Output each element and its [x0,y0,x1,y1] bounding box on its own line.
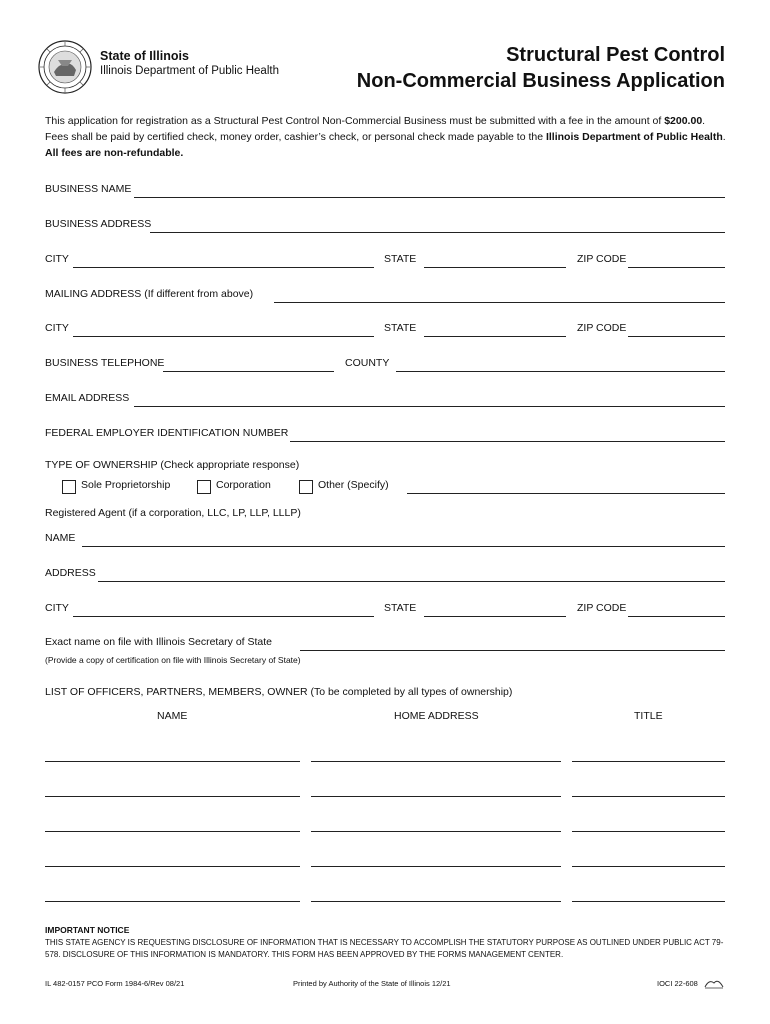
form-title-line1: Structural Pest Control [506,44,725,66]
other-specify-field[interactable] [407,493,725,494]
other-checkbox[interactable] [299,480,313,494]
mailing-zip-field[interactable] [628,336,725,337]
county-label: COUNTY [345,357,390,369]
officer-home-address-field[interactable] [311,796,561,797]
business-name-field[interactable] [134,197,725,198]
zip-label: ZIP CODE [577,253,627,265]
officer-title-field[interactable] [572,901,725,902]
agent-city-field[interactable] [73,616,374,617]
illinois-seal-icon [38,40,92,94]
agency-department: Illinois Department of Public Health [100,65,279,77]
officer-home-address-field[interactable] [311,866,561,867]
mailing-city-field[interactable] [73,336,374,337]
agent-name-label: NAME [45,532,76,544]
mailing-address-field[interactable] [274,302,725,303]
other-label: Other (Specify) [318,479,389,491]
state-field[interactable] [424,267,566,268]
fein-field[interactable] [290,441,725,442]
officer-name-field[interactable] [45,831,300,832]
officer-title-field[interactable] [572,761,725,762]
officer-title-field[interactable] [572,831,725,832]
agent-name-field[interactable] [82,546,725,547]
agent-zip-field[interactable] [628,616,725,617]
intro-text-3: . [722,131,726,143]
mailing-city-label: CITY [45,322,69,334]
union-bug-icon [704,976,724,994]
officers-heading: LIST OF OFFICERS, PARTNERS, MEMBERS, OWNER (To be completed by all types of ownership) [45,686,513,698]
email-field[interactable] [134,406,725,407]
sos-name-field[interactable] [300,650,725,651]
officer-home-address-field[interactable] [311,761,561,762]
county-field[interactable] [396,371,725,372]
ownership-heading: TYPE OF OWNERSHIP (Check appropriate response) [45,459,300,471]
mailing-state-field[interactable] [424,336,566,337]
printed-authority: Printed by Authority of the State of Illinois 12/21 [293,979,451,988]
agent-zip-label: ZIP CODE [577,602,627,614]
mailing-state-label: STATE [384,322,417,334]
agent-address-field[interactable] [98,581,725,582]
agent-city-label: CITY [45,602,69,614]
ioci-number: IOCI 22-608 [657,979,698,988]
agency-name: State of Illinois [100,49,189,63]
corporation-checkbox[interactable] [197,480,211,494]
state-label: STATE [384,253,417,265]
agent-state-label: STATE [384,602,417,614]
business-telephone-field[interactable] [163,371,334,372]
form-title-line2: Non-Commercial Business Application [356,70,725,92]
officer-title-field[interactable] [572,796,725,797]
nonrefundable-note: All fees are non-refundable. [45,147,184,159]
officer-name-field[interactable] [45,796,300,797]
fee-amount: $200.00 [664,115,703,127]
corporation-label: Corporation [216,479,271,491]
business-telephone-label: BUSINESS TELEPHONE [45,357,165,369]
notice-title: IMPORTANT NOTICE [45,925,130,935]
agent-address-label: ADDRESS [45,567,96,579]
officer-title-field[interactable] [572,866,725,867]
intro-text-1: This application for registration as a Structural Pest Control Non-Commercial Business must be submitted with a fee in the amount of [45,115,665,127]
mailing-zip-label: ZIP CODE [577,322,627,334]
officer-name-field[interactable] [45,866,300,867]
sole-proprietorship-checkbox[interactable] [62,480,76,494]
payee-name: Illinois Department of Public Health [545,131,723,143]
zip-field[interactable] [628,267,725,268]
city-field[interactable] [73,267,374,268]
agent-state-field[interactable] [424,616,566,617]
intro-paragraph [45,113,727,161]
column-header-name: NAME [157,710,188,722]
officer-name-field[interactable] [45,761,300,762]
business-name-label: BUSINESS NAME [45,183,132,195]
sos-note: (Provide a copy of certification on file with Illinois Secretary of State) [45,655,301,665]
officer-name-field[interactable] [45,901,300,902]
registered-agent-heading: Registered Agent (if a corporation, LLC, LP, LLP, LLLP) [45,507,301,519]
officer-home-address-field[interactable] [311,901,561,902]
business-address-label: BUSINESS ADDRESS [45,218,152,230]
notice-body: THIS STATE AGENCY IS REQUESTING DISCLOSURE OF INFORMATION THAT IS NECESSARY TO ACCOMPLISH THE STATUTORY PURPOSE AS OUTLINED UNDER PUBLIC ACT 79-578. DISCLOSURE OF THIS INFORMATION IS MANDATORY. THIS FORM HAS BEEN APPROVED BY THE FORMS MANAGEMENT CENTER. [45,938,724,959]
business-address-field[interactable] [150,232,725,233]
city-label: CITY [45,253,69,265]
column-header-title: TITLE [634,710,663,722]
email-label: EMAIL ADDRESS [45,392,130,404]
mailing-address-label: MAILING ADDRESS (If different from above) [45,288,254,300]
officer-home-address-field[interactable] [311,831,561,832]
form-id: IL 482-0157 PCO Form 1984-6/Rev 08/21 [45,979,185,988]
sole-proprietorship-label: Sole Proprietorship [81,479,171,491]
column-header-home-address: HOME ADDRESS [394,710,479,722]
intro-text-2: . Fees shall be paid by certified check, money order, cashier’s check, or personal check made payable to the [45,115,706,143]
fein-label: FEDERAL EMPLOYER IDENTIFICATION NUMBER [45,427,289,439]
sos-name-label: Exact name on file with Illinois Secretary of State [45,636,273,648]
